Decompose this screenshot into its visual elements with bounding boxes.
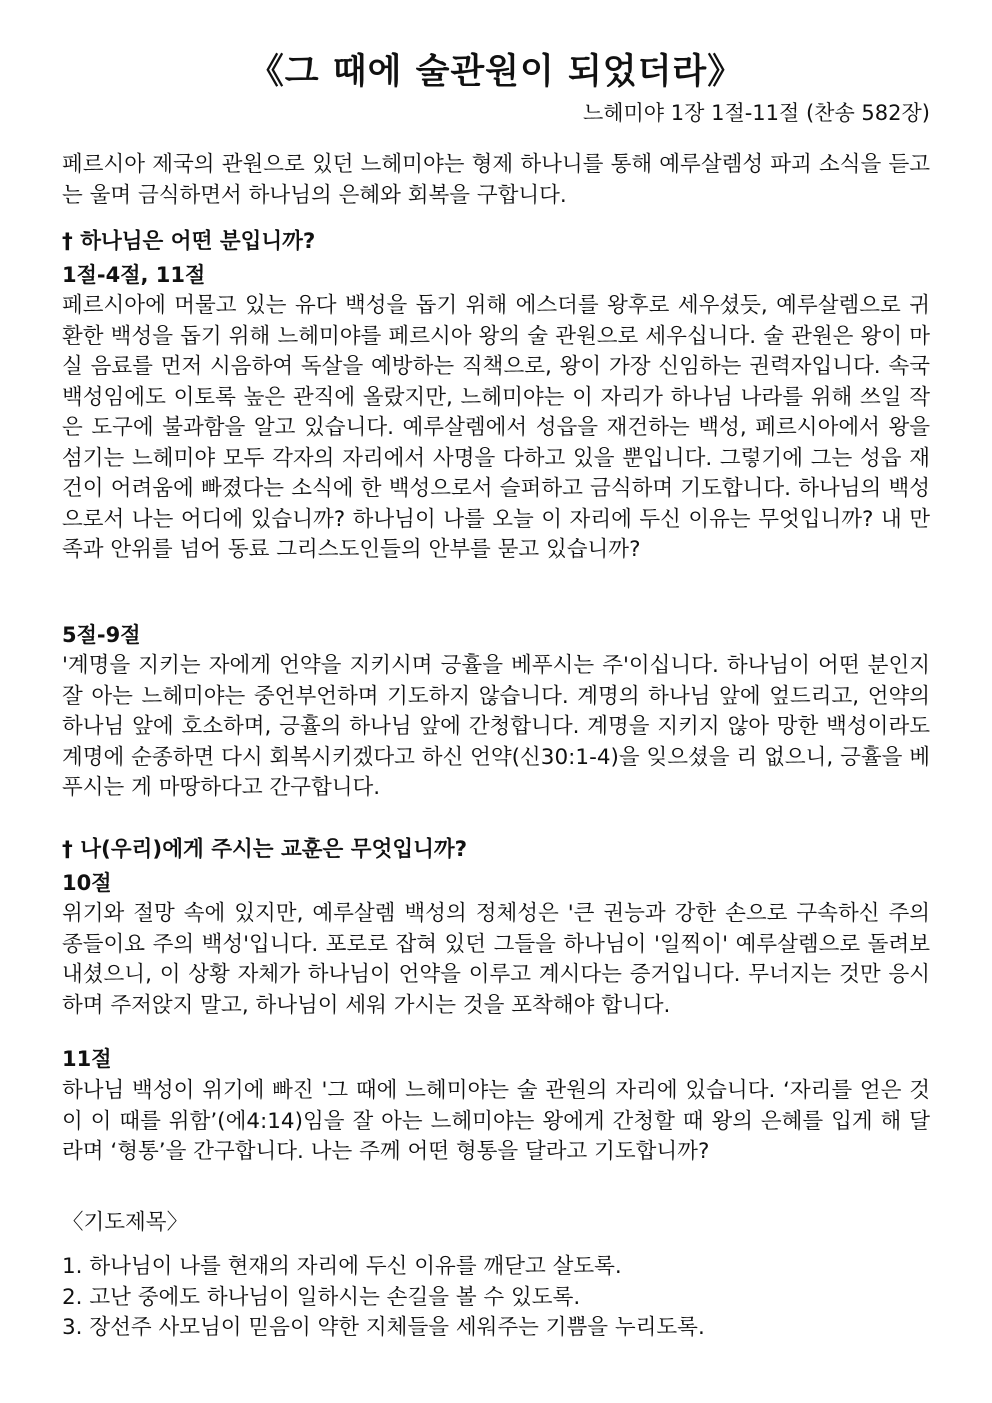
prayer-item: 1. 하나님이 나를 현재의 자리에 두신 이유를 깨닫고 살도록. bbox=[62, 1254, 622, 1279]
verse-label: 5절-9절 bbox=[62, 623, 141, 647]
verse-label: 11절 bbox=[62, 1047, 112, 1071]
prayer-item: 2. 고난 중에도 하나님이 일하시는 손길을 볼 수 있도록. bbox=[62, 1284, 581, 1310]
verse-label: 10절 bbox=[62, 871, 112, 895]
verse-label: 1절-4절, 11절 bbox=[62, 263, 206, 287]
scripture-reference: 느헤미야 1장 1절-11절 (찬송 582장) bbox=[582, 101, 930, 125]
prayer-topics-title: 〈기도제목〉 bbox=[62, 1210, 189, 1235]
section-heading-lesson: † 나(우리)에게 주시는 교훈은 무엇입니까? bbox=[62, 837, 468, 862]
body-paragraph: 페르시아에 머물고 있는 유다 백성을 돕기 위해 에스더를 왕후로 세우셨듯, 예루살렘으로 귀환한 백성을 돕기 위해 느헤미야를 페르시아 왕의 술 관원으로 세우십니다. 술 관원은 왕이 마실 음료를 먼저 시음하여 독살을 예방하는 직책으로, 왕이 가장 신임하는 권력자입니다. 속국 백성임에도 이토록 높은 관직에 올랐지만, 느헤미야는 이 자리가 하나님 나라를 위해 쓰일 작은 도구에 불과함을 알고 있습니다. 예루살렘에서 성읍을 재건하는 백성, 페르시아에서 왕을 섬기는 느헤미야 모두 각자의 자리에서 사명을 다하고 있을 뿐입니다. 그렇기에 그는 성읍 재건이 어려움에 빠졌다는 소식에 한 백성으로서 슬퍼하고 금식하며 기도합니다. 하나님의 백성으로서 나는 어디에 있습니까? 하나님이 나를 오늘 이 자리에 두신 이유는 무엇입니까? 내 만족과 안위를 넘어 동료 그리스도인들의 안부를 묻고 있습니까? bbox=[62, 293, 930, 562]
body-paragraph: 위기와 절망 속에 있지만, 예루살렘 백성의 정체성은 '큰 권능과 강한 손으로 구속하신 주의 종들이요 주의 백성'입니다. 포로로 잡혀 있던 그들을 하나님이 '일찍이' 예루살렘으로 돌려보내셨으니, 이 상황 자체가 하나님이 언약을 이루고 계시다는 증거입니다. 무너지는 것만 응시하며 주저앉지 말고, 하나님이 세워 가시는 것을 포착해야 합니다. bbox=[62, 901, 930, 1018]
intro-paragraph: 페르시아 제국의 관원으로 있던 느헤미야는 형제 하나니를 통해 예루살렘성 파괴 소식을 듣고는 울며 금식하면서 하나님의 은혜와 회복을 구합니다. bbox=[62, 152, 930, 208]
body-paragraph: '계명을 지키는 자에게 언약을 지키시며 긍휼을 베푸시는 주'이십니다. 하나님이 어떤 분인지 잘 아는 느헤미야는 중언부언하며 기도하지 않습니다. 계명의 하나님 앞에 엎드리고, 언약의 하나님 앞에 호소하며, 긍휼의 하나님 앞에 간청합니다. 계명을 지키지 않아 망한 백성이라도 계명에 순종하면 다시 회복시키겠다고 하신 언약(신30:1-4)을 잊으셨을 리 없으니, 긍휼을 베푸시는 게 마땅하다고 간구합니다. bbox=[62, 653, 930, 800]
page-title: 《그 때에 술관원이 되었더라》 bbox=[248, 52, 744, 92]
prayer-list bbox=[62, 1252, 930, 1344]
prayer-item: 3. 장선주 사모님이 믿음이 약한 지체들을 세워주는 기쁨을 누리도록. bbox=[62, 1315, 705, 1340]
section-heading-who-is-god: † 하나님은 어떤 분입니까? bbox=[62, 229, 316, 254]
body-paragraph: 하나님 백성이 위기에 빠진 '그 때에 느헤미야는 술 관원의 자리에 있습니다. ‘자리를 얻은 것이 이 때를 위함’(에4:14)임을 잘 아는 느헤미야는 왕에게 간청할 때 왕의 은혜를 입게 해 달라며 ‘형통’을 간구합니다. 나는 주께 어떤 형통을 달라고 기도합니까? bbox=[62, 1078, 930, 1164]
